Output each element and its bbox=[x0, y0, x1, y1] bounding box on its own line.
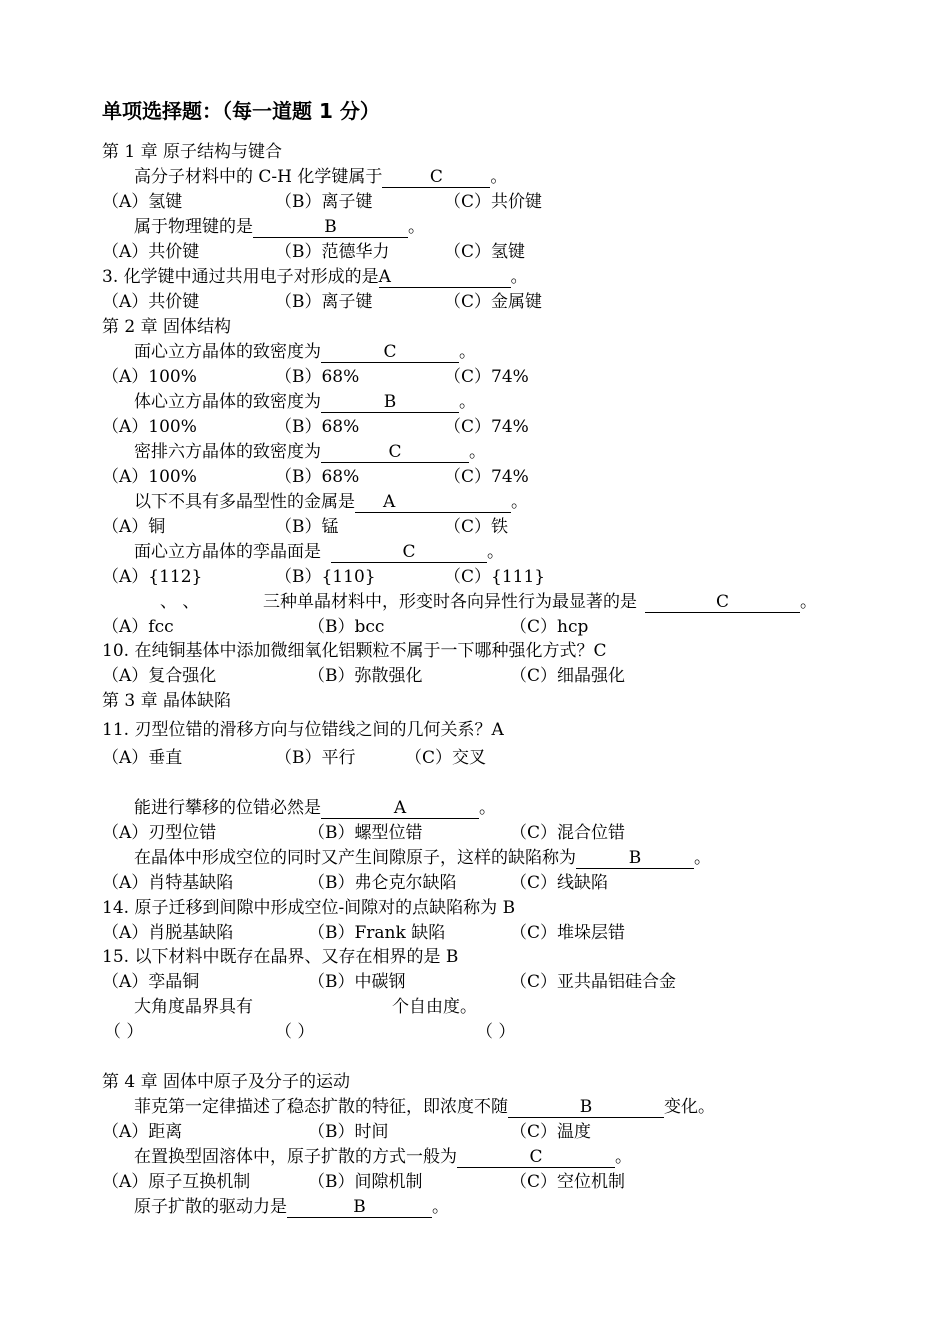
answer-blank: B bbox=[508, 1097, 664, 1118]
option-a: （A）100% bbox=[102, 417, 197, 437]
section-title: 单项选择题：（每一道题 1 分） bbox=[102, 99, 380, 123]
question-6: 密排六方晶体的致密度为 C 。 bbox=[134, 442, 486, 462]
option-a: （A）100% bbox=[102, 467, 197, 487]
option-c: （ ） bbox=[476, 1022, 516, 1042]
option-b: （B）时间 bbox=[308, 1122, 389, 1142]
question-2: 属于物理键的是 B 。 bbox=[134, 217, 425, 237]
answer-blank: B bbox=[576, 848, 694, 869]
option-b: （B）68% bbox=[275, 367, 360, 387]
answer-blank: C bbox=[457, 1147, 615, 1168]
question-17: 菲克第一定律描述了稳态扩散的特征，即浓度不随 B 变化。 bbox=[134, 1097, 715, 1117]
option-c: （C）74% bbox=[444, 417, 529, 437]
option-c: （C）空位机制 bbox=[510, 1172, 626, 1192]
option-b: （B）68% bbox=[275, 467, 360, 487]
question-9: 三种单晶材料中，形变时各向异性行为最显著的是 C 。 bbox=[263, 592, 817, 612]
option-c: （C）亚共晶铝硅合金 bbox=[510, 972, 677, 992]
option-c: （C）铁 bbox=[444, 517, 509, 537]
option-b: （B）弥散强化 bbox=[308, 666, 423, 686]
answer-blank: C bbox=[321, 342, 459, 363]
option-a: （A）垂直 bbox=[102, 748, 183, 768]
question-10: 10. 在纯铜基体中添加微细氧化铝颗粒不属于一下哪种强化方式？C bbox=[102, 641, 607, 661]
question-9-lead: 、 、 bbox=[160, 592, 200, 612]
question-16: 大角度晶界具有 bbox=[134, 997, 253, 1017]
chapter-3-heading: 第 3 章 晶体缺陷 bbox=[102, 691, 232, 711]
option-c: （C）混合位错 bbox=[510, 823, 626, 843]
answer-blank: C bbox=[321, 442, 469, 463]
question-13: 在晶体中形成空位的同时又产生间隙原子，这样的缺陷称为 B 。 bbox=[134, 848, 711, 868]
question-18: 在置换型固溶体中，原子扩散的方式一般为 C 。 bbox=[134, 1147, 632, 1167]
option-b: （B）中碳钢 bbox=[308, 972, 406, 992]
option-a: （A）fcc bbox=[102, 617, 174, 637]
option-c: （C）细晶强化 bbox=[510, 666, 626, 686]
question-19: 原子扩散的驱动力是 B 。 bbox=[134, 1197, 449, 1217]
answer-blank: A bbox=[355, 492, 511, 513]
answer-blank: A bbox=[321, 798, 479, 819]
option-a: （A）原子互换机制 bbox=[102, 1172, 251, 1192]
question-1: 高分子材料中的 C-H 化学键属于 C 。 bbox=[134, 167, 508, 187]
chapter-1-heading: 第 1 章 原子结构与键合 bbox=[102, 142, 283, 162]
option-a: （A）距离 bbox=[102, 1122, 183, 1142]
option-b: （B）离子键 bbox=[275, 192, 373, 212]
question-3: 3. 化学键中通过共用电子对形成的是A 。 bbox=[102, 267, 528, 287]
option-a: （A）刃型位错 bbox=[102, 823, 217, 843]
option-b: （B）平行 bbox=[275, 748, 356, 768]
option-c: （C）74% bbox=[444, 467, 529, 487]
option-c: （C）氢键 bbox=[444, 242, 526, 262]
option-a: （A）铜 bbox=[102, 517, 166, 537]
option-b: （B）68% bbox=[275, 417, 360, 437]
question-12: 能进行攀移的位错必然是 A 。 bbox=[134, 798, 496, 818]
question-15: 15. 以下材料中既存在晶界、又存在相界的是 B bbox=[102, 947, 459, 967]
answer-blank: A bbox=[379, 267, 511, 288]
option-b: （B）bcc bbox=[308, 617, 385, 637]
option-b: （B）离子键 bbox=[275, 292, 373, 312]
answer-blank: B bbox=[253, 217, 408, 238]
question-16-tail: 个自由度。 bbox=[392, 997, 477, 1017]
option-c: （C）温度 bbox=[510, 1122, 592, 1142]
option-b: （ ） bbox=[275, 1022, 315, 1042]
chapter-4-heading: 第 4 章 固体中原子及分子的运动 bbox=[102, 1072, 351, 1092]
option-a: （A）共价键 bbox=[102, 292, 200, 312]
option-a: （A）孪晶铜 bbox=[102, 972, 200, 992]
option-a: （A）{112} bbox=[102, 567, 203, 587]
option-c: （C）hcp bbox=[510, 617, 589, 637]
answer-blank: B bbox=[287, 1197, 432, 1218]
option-b: （B）范德华力 bbox=[275, 242, 390, 262]
option-a: （A）100% bbox=[102, 367, 197, 387]
option-a: （A）复合强化 bbox=[102, 666, 217, 686]
option-c: （C）交叉 bbox=[405, 748, 487, 768]
answer-blank: C bbox=[382, 167, 490, 188]
question-4: 面心立方晶体的致密度为 C 。 bbox=[134, 342, 476, 362]
answer-blank: C bbox=[331, 542, 487, 563]
option-a: （ ） bbox=[104, 1022, 144, 1042]
question-5: 体心立方晶体的致密度为 B 。 bbox=[134, 392, 476, 412]
option-a: （A）肖特基缺陷 bbox=[102, 873, 234, 893]
option-c: （C）金属键 bbox=[444, 292, 543, 312]
option-b: （B）Frank 缺陷 bbox=[308, 923, 446, 943]
option-a: （A）共价键 bbox=[102, 242, 200, 262]
option-b: （B）{110} bbox=[275, 567, 376, 587]
option-c: （C）线缺陷 bbox=[510, 873, 609, 893]
answer-blank: B bbox=[321, 392, 459, 413]
option-c: （C）共价键 bbox=[444, 192, 543, 212]
option-c: （C）74% bbox=[444, 367, 529, 387]
option-a: （A）氢键 bbox=[102, 192, 183, 212]
option-a: （A）肖脱基缺陷 bbox=[102, 923, 234, 943]
question-11: 11. 刃型位错的滑移方向与位错线之间的几何关系？A bbox=[102, 720, 504, 740]
option-b: （B）螺型位错 bbox=[308, 823, 423, 843]
question-7: 以下不具有多晶型性的金属是 A 。 bbox=[134, 492, 528, 512]
option-b: （B）锰 bbox=[275, 517, 339, 537]
answer-blank: C bbox=[645, 592, 800, 613]
option-c: （C）堆垛层错 bbox=[510, 923, 626, 943]
option-b: （B）间隙机制 bbox=[308, 1172, 423, 1192]
option-b: （B）弗仑克尔缺陷 bbox=[308, 873, 457, 893]
option-c: （C）{111} bbox=[444, 567, 546, 587]
question-14: 14. 原子迁移到间隙中形成空位-间隙对的点缺陷称为 B bbox=[102, 898, 516, 918]
question-8: 面心立方晶体的孪晶面是 C 。 bbox=[134, 542, 504, 562]
chapter-2-heading: 第 2 章 固体结构 bbox=[102, 317, 232, 337]
